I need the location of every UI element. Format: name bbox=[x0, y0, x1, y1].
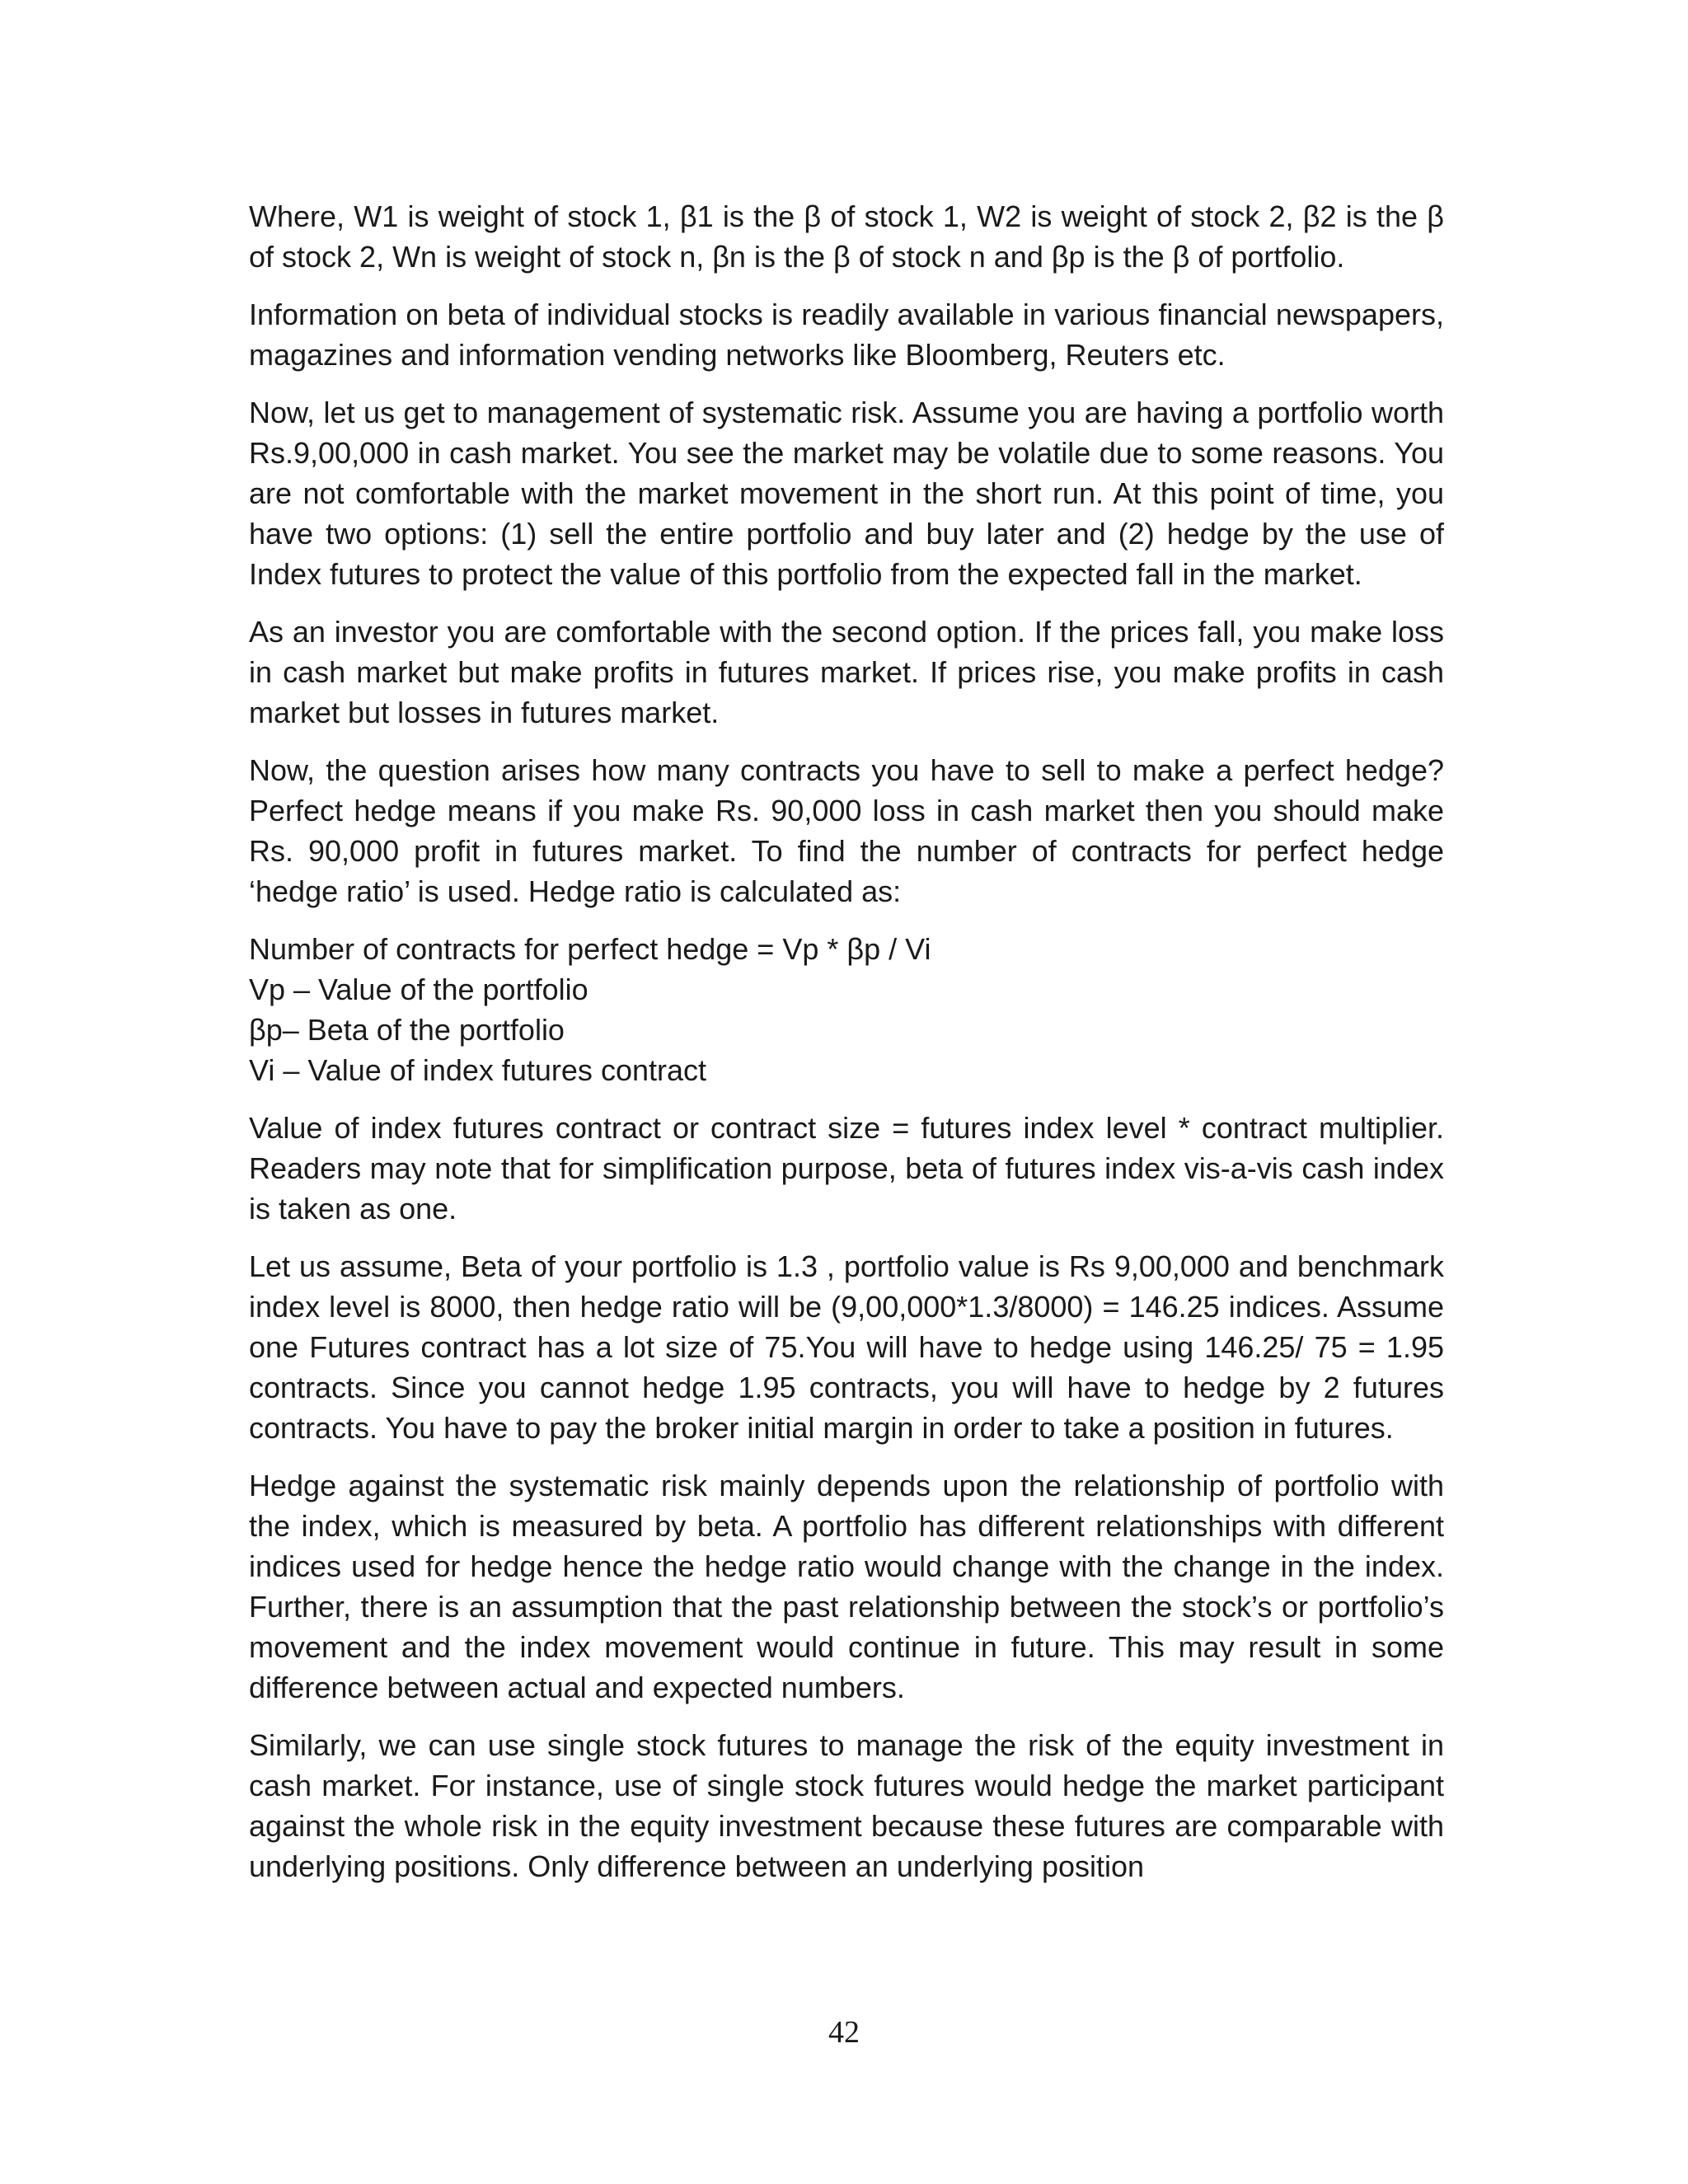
paragraph-contract-size: Value of index futures contract or contract size = futures index level * contract multiplier. Readers may note that for simplification purpose, beta of futures index vis-a-vis cash index is taken as one. bbox=[249, 1111, 1444, 1226]
hedge-ratio-formula-block bbox=[249, 929, 1444, 1090]
paragraph-perfect-hedge: Now, the question arises how many contracts you have to sell to make a perfect hedge? Perfect hedge means if you make Rs. 90,000 loss in cash market then you should make Rs. 90,000 profit in futures market. To find the number of contracts for perfect hedge ‘hedge ratio’ is used. Hedge ratio is calculated as: bbox=[249, 753, 1444, 908]
formula-line: Number of contracts for perfect hedge = Vp * βp / Vi bbox=[249, 932, 931, 966]
paragraph-second-option: As an investor you are comfortable with the second option. If the prices fall, you make loss in cash market but make profits in futures market. If prices rise, you make profits in cash market but losses in futures market. bbox=[249, 615, 1444, 729]
paragraph-hedge-example: Let us assume, Beta of your portfolio is 1.3 , portfolio value is Rs 9,00,000 and benchmark index level is 8000, then hedge ratio will be (9,00,000*1.3/8000) = 146.25 indices. Assume one Futures contract has a lot size of 75.You will have to hedge using 146.25/ 75 = 1.95 contracts. Since you cannot hedge 1.95 contracts, you will have to hedge by 2 futures contracts. You have to pay the broker initial margin in order to take a position in futures. bbox=[249, 1249, 1444, 1445]
formula-definition-beta-p: βp– Beta of the portfolio bbox=[249, 1013, 565, 1047]
paragraph-single-stock-futures: Similarly, we can use single stock futures to manage the risk of the equity investment in cash market. For instance, use of single stock futures would hedge the market participant against the whole risk in the equity investment because these futures are comparable with underlying positions. Only difference between an underlying position bbox=[249, 1728, 1444, 1883]
paragraph-hedge-limitations: Hedge against the systematic risk mainly depends upon the relationship of portfolio with the index, which is measured by beta. A portfolio has different relationships with different indices used for hedge hence the hedge ratio would change with the change in the index. Further, there is an assumption that the past relationship between the stock’s or portfolio’s movement and the index movement would continue in future. This may result in some difference between actual and expected numbers. bbox=[249, 1469, 1444, 1704]
formula-definition-vp: Vp – Value of the portfolio bbox=[249, 972, 588, 1006]
page-body bbox=[249, 196, 1444, 1904]
paragraph-systematic-risk-management: Now, let us get to management of systematic risk. Assume you are having a portfolio worth Rs.9,00,000 in cash market. You see the market may be volatile due to some reasons. You are not comfortable with the market movement in the short run. At this point of time, you have two options: (1) sell the entire portfolio and buy later and (2) hedge by the use of Index futures to protect the value of this portfolio from the expected fall in the market. bbox=[249, 396, 1444, 591]
paragraph-beta-sources: Information on beta of individual stocks is readily available in various financial newspapers, magazines and information vending networks like Bloomberg, Reuters etc. bbox=[249, 298, 1444, 372]
page-number: 42 bbox=[828, 2015, 860, 2050]
paragraph-portfolio-beta-definition: Where, W1 is weight of stock 1, β1 is the β of stock 1, W2 is weight of stock 2, β2 is the β of stock 2, Wn is weight of stock n, βn is the β of stock n and βp is the β of portfolio. bbox=[249, 199, 1444, 274]
formula-definition-vi: Vi – Value of index futures contract bbox=[249, 1053, 706, 1087]
